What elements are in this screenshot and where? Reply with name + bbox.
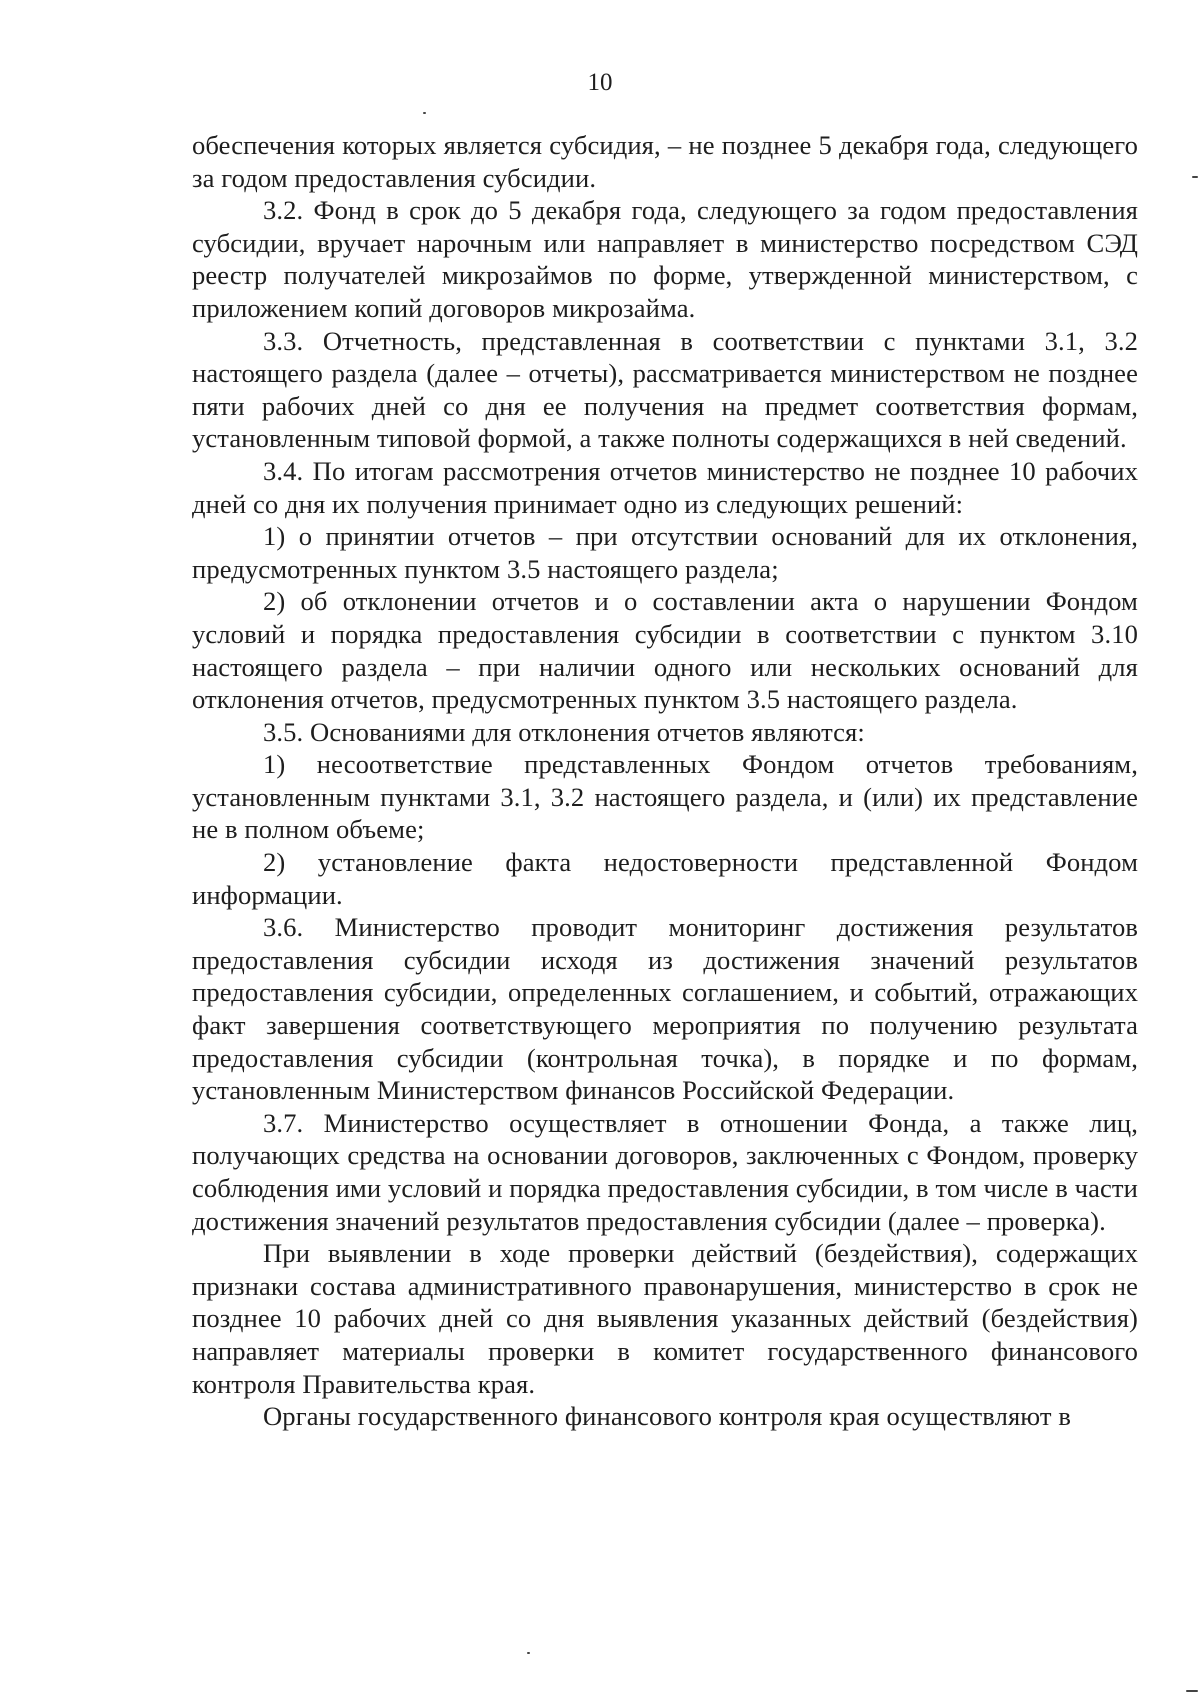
paragraph-3-2: 3.2. Фонд в срок до 5 декабря года, следующего за годом предоставления субсидии, вручает нарочным или направляет в министерство посредством СЭД реестр получателей микрозаймов по форме, утвержденной министерством, с приложением копий договоров микрозайма. xyxy=(192,195,1138,323)
paragraph-violations: При выявлении в ходе проверки действий (бездействия), содержащих признаки состава административного правонарушения, министерство в срок не позднее 10 рабочих дней со дня выявления указанных действий (бездействия) направляет материалы проверки в комитет государственного финансового контроля Правительства края. xyxy=(192,1238,1138,1399)
paragraph-3-5-item-1: 1) несоответствие представленных Фондом отчетов требованиям, установленным пунктами 3.1, 3.2 настоящего раздела, и (или) их представление не в полном объеме; xyxy=(192,749,1138,845)
paragraph-control-bodies: Органы государственного финансового контроля края осуществляют в xyxy=(263,1401,1072,1432)
scan-speck-corner xyxy=(1186,1690,1198,1692)
scan-speck-bottom xyxy=(527,1652,530,1654)
paragraph-3-3: 3.3. Отчетность, представленная в соответствии с пунктами 3.1, 3.2 настоящего раздела (далее – отчеты), рассматривается министерством не позднее пяти рабочих дней со дня ее получения на предмет соответствия формам, установленным типовой формой, а также полноты содержащихся в ней сведений. xyxy=(192,325,1138,454)
page-number: 10 xyxy=(587,69,613,96)
paragraph-3-4-item-2: 2) об отклонении отчетов и о составлении акта о нарушении Фондом условий и порядка предоставления субсидии в соответствии с пунктом 3.10 настоящего раздела – при наличии одного или нескольких оснований для отклонения отчетов, предусмотренных пунктом 3.5 настоящего раздела. xyxy=(192,586,1138,715)
scan-speck-top xyxy=(423,112,426,114)
paragraph-3-7: 3.7. Министерство осуществляет в отношении Фонда, а также лиц, получающих средства на основании договоров, заключенных с Фондом, проверку соблюдения ими условий и порядка предоставления субсидии, в том числе в части достижения значений результатов предоставления субсидии (далее – проверка). xyxy=(192,1107,1138,1236)
paragraph-continuation: обеспечения которых является субсидия, – не позднее 5 декабря года, следующего за годом предоставления субсидии. xyxy=(192,130,1138,193)
paragraph-3-5: 3.5. Основаниями для отклонения отчетов являются: xyxy=(263,716,865,747)
paragraph-3-6: 3.6. Министерство проводит мониторинг достижения результатов предоставления субсидии исходя из достижения значений результатов предоставления субсидии, определенных соглашением, и событий, отражающих факт завершения соответствующего мероприятия по получению результата предоставления субсидии (контрольная точка), в порядке и по формам, установленным Министерством финансов Российской Федерации. xyxy=(192,912,1138,1106)
scan-speck-right xyxy=(1192,176,1198,178)
paragraph-3-4-item-1: 1) о принятии отчетов – при отсутствии оснований для их отклонения, предусмотренных пунктом 3.5 настоящего раздела; xyxy=(192,521,1138,584)
paragraph-3-5-item-2: 2) установление факта недостоверности представленной Фондом информации. xyxy=(192,847,1138,910)
paragraph-3-4: 3.4. По итогам рассмотрения отчетов министерство не позднее 10 рабочих дней со дня их получения принимает одно из следующих решений: xyxy=(192,455,1138,519)
document-body xyxy=(192,129,1138,1433)
